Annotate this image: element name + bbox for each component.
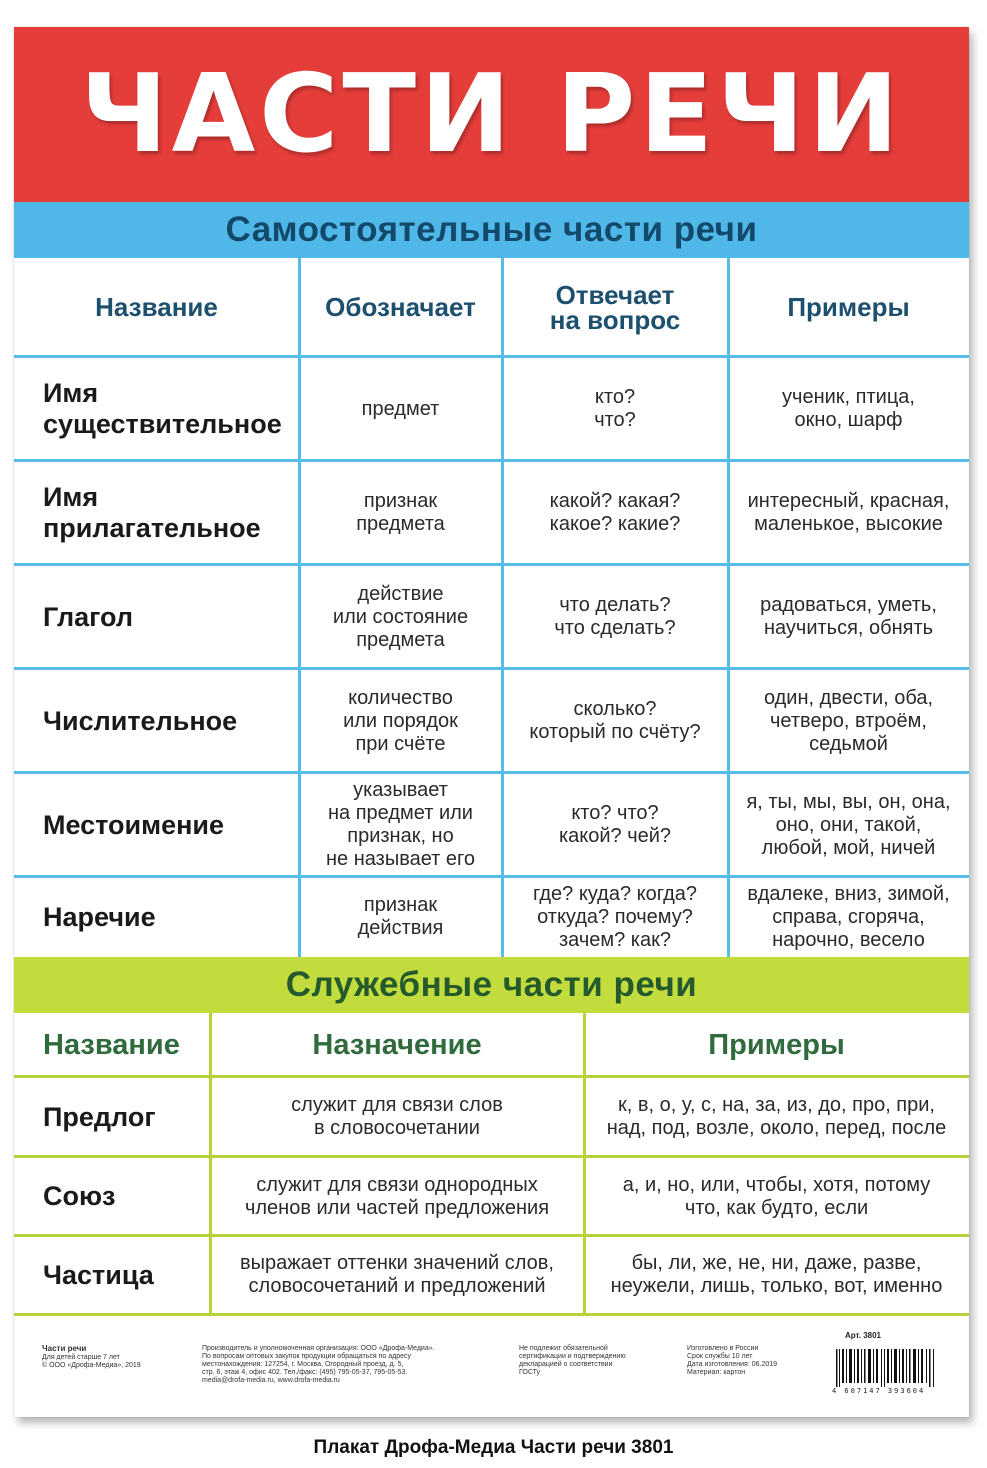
row-divider — [14, 875, 969, 878]
poster-title: ЧАСТИ РЕЧИ — [80, 51, 903, 177]
part-means: предмет — [361, 397, 440, 420]
table-row — [14, 565, 969, 669]
row-divider — [14, 1234, 969, 1237]
part-examples: вдалеке, вниз, зимой, справа, сгоряча, нарочно, весело — [747, 882, 950, 951]
part-name: Союз — [43, 1181, 116, 1211]
header-examples: Примеры — [708, 1028, 845, 1061]
part-name: Имя прилагательное — [43, 482, 261, 543]
barcode-icon — [836, 1349, 936, 1387]
article-number: Арт. 3801 — [844, 1331, 881, 1340]
poster — [14, 27, 969, 1417]
part-means: признак действия — [357, 894, 444, 939]
table-row — [14, 669, 969, 773]
row-divider — [14, 1313, 969, 1316]
column-divider — [583, 1013, 586, 1315]
header-purpose: Назначение — [312, 1028, 482, 1061]
part-question: какой? какая? какое? какие? — [549, 490, 681, 535]
part-question: где? куда? когда? откуда? почему? зачем? как? — [532, 882, 698, 951]
header-question: Отвечает на вопрос — [549, 279, 681, 335]
title-banner — [14, 27, 969, 202]
table-header-row — [14, 1013, 969, 1077]
imprint-footer — [14, 1317, 969, 1417]
part-name: Числительное — [43, 705, 238, 736]
part-name: Глагол — [43, 601, 133, 632]
imprint-product-text: Для детей старше 7 лет © ООО «Дрофа-Медиа», 2019 — [42, 1354, 141, 1369]
part-examples: интересный, красная, маленькое, высокие — [747, 490, 950, 535]
part-question: кто? что? — [594, 386, 636, 431]
barcode-digits: 4 607147 393604 — [832, 1387, 926, 1395]
header-means: Обозначает — [325, 292, 476, 322]
part-examples: к, в, о, у, с, на, за, из, до, про, при, над, под, возле, около, перед, после — [606, 1094, 947, 1139]
imprint-publisher: Производитель и уполномоченная организация: ООО «Дрофа-Медиа». По вопросам оптовых закупок продукции обращаться по адресу местонахождения: 127254, г. Москва, Огородный проезд, д. 5, стр. 6, этаж 4, офис 402. Тел./факс: (495) 795-05-37, 795-05-53. media@drofa-media.ru, www.drofa-media.ru — [202, 1345, 435, 1384]
table-row — [14, 461, 969, 565]
part-examples: а, и, но, или, чтобы, хотя, потому что, как будто, если — [622, 1173, 931, 1219]
part-means: действие или состояние предмета — [332, 582, 469, 651]
imprint-product-title: Части речи — [42, 1344, 87, 1353]
part-examples: радоваться, уметь, научиться, обнять — [760, 594, 937, 639]
part-name: Частица — [43, 1259, 154, 1290]
row-divider — [14, 459, 969, 462]
table-row — [14, 877, 969, 957]
table-row — [14, 1077, 969, 1157]
column-divider — [209, 1013, 212, 1315]
part-examples: я, ты, мы, вы, он, она, оно, они, такой, любой, мой, ничей — [746, 790, 951, 859]
part-means: признак предмета — [356, 490, 445, 535]
part-purpose: служит для связи слов в словосочетании — [291, 1094, 503, 1139]
product-caption: Плакат Дрофа-Медиа Части речи 3801 — [313, 1437, 674, 1458]
part-name: Имя существительное — [43, 378, 282, 439]
row-divider — [14, 771, 969, 774]
column-divider — [298, 258, 301, 957]
row-divider — [14, 1155, 969, 1158]
part-purpose: выражает оттенки значений слов, словосочетаний и предложений — [240, 1252, 554, 1297]
column-divider — [501, 258, 504, 957]
service-table — [14, 1013, 969, 1317]
header-name: Название — [95, 292, 218, 322]
imprint-product — [42, 1345, 141, 1370]
part-name: Местоимение — [43, 809, 225, 840]
table-row — [14, 773, 969, 877]
part-examples: бы, ли, же, не, ни, даже, разве, неужели, лишь, только, вот, именно — [610, 1252, 943, 1297]
part-name: Наречие — [43, 901, 156, 932]
part-examples: один, двести, оба, четверо, втроём, седьмой — [763, 686, 934, 755]
part-name: Предлог — [43, 1101, 156, 1132]
header-examples: Примеры — [787, 292, 910, 322]
part-purpose: служит для связи однородных членов или частей предложения — [244, 1173, 550, 1219]
header-name: Название — [43, 1028, 180, 1061]
table-header-row — [14, 258, 969, 357]
part-means: количество или порядок при счёте — [343, 686, 458, 755]
service-section-heading: Служебные части речи — [14, 957, 969, 1013]
independent-table — [14, 258, 969, 957]
part-question: сколько? который по счёту? — [529, 698, 701, 743]
row-divider — [14, 1075, 969, 1078]
row-divider — [14, 563, 969, 566]
imprint-manufacturing: Изготовлено в России Срок службы 10 лет Дата изготовления: 06.2019 Материал: картон — [687, 1345, 778, 1376]
part-question: что делать? что сделать? — [554, 594, 676, 639]
part-means: указывает на предмет или признак, но не называет его — [325, 779, 475, 870]
part-examples: ученик, птица, окно, шарф — [782, 386, 915, 431]
table-row — [14, 357, 969, 461]
table-row — [14, 1236, 969, 1314]
row-divider — [14, 355, 969, 358]
imprint-certification: Не подлежит обязательной сертификации и подтверждению декларацией о соответствии ГОСТу — [519, 1345, 626, 1376]
part-question: кто? что? какой? чей? — [558, 802, 672, 847]
column-divider — [727, 258, 730, 957]
table-row — [14, 1157, 969, 1236]
independent-section-heading: Самостоятельные части речи — [14, 202, 969, 258]
row-divider — [14, 667, 969, 670]
